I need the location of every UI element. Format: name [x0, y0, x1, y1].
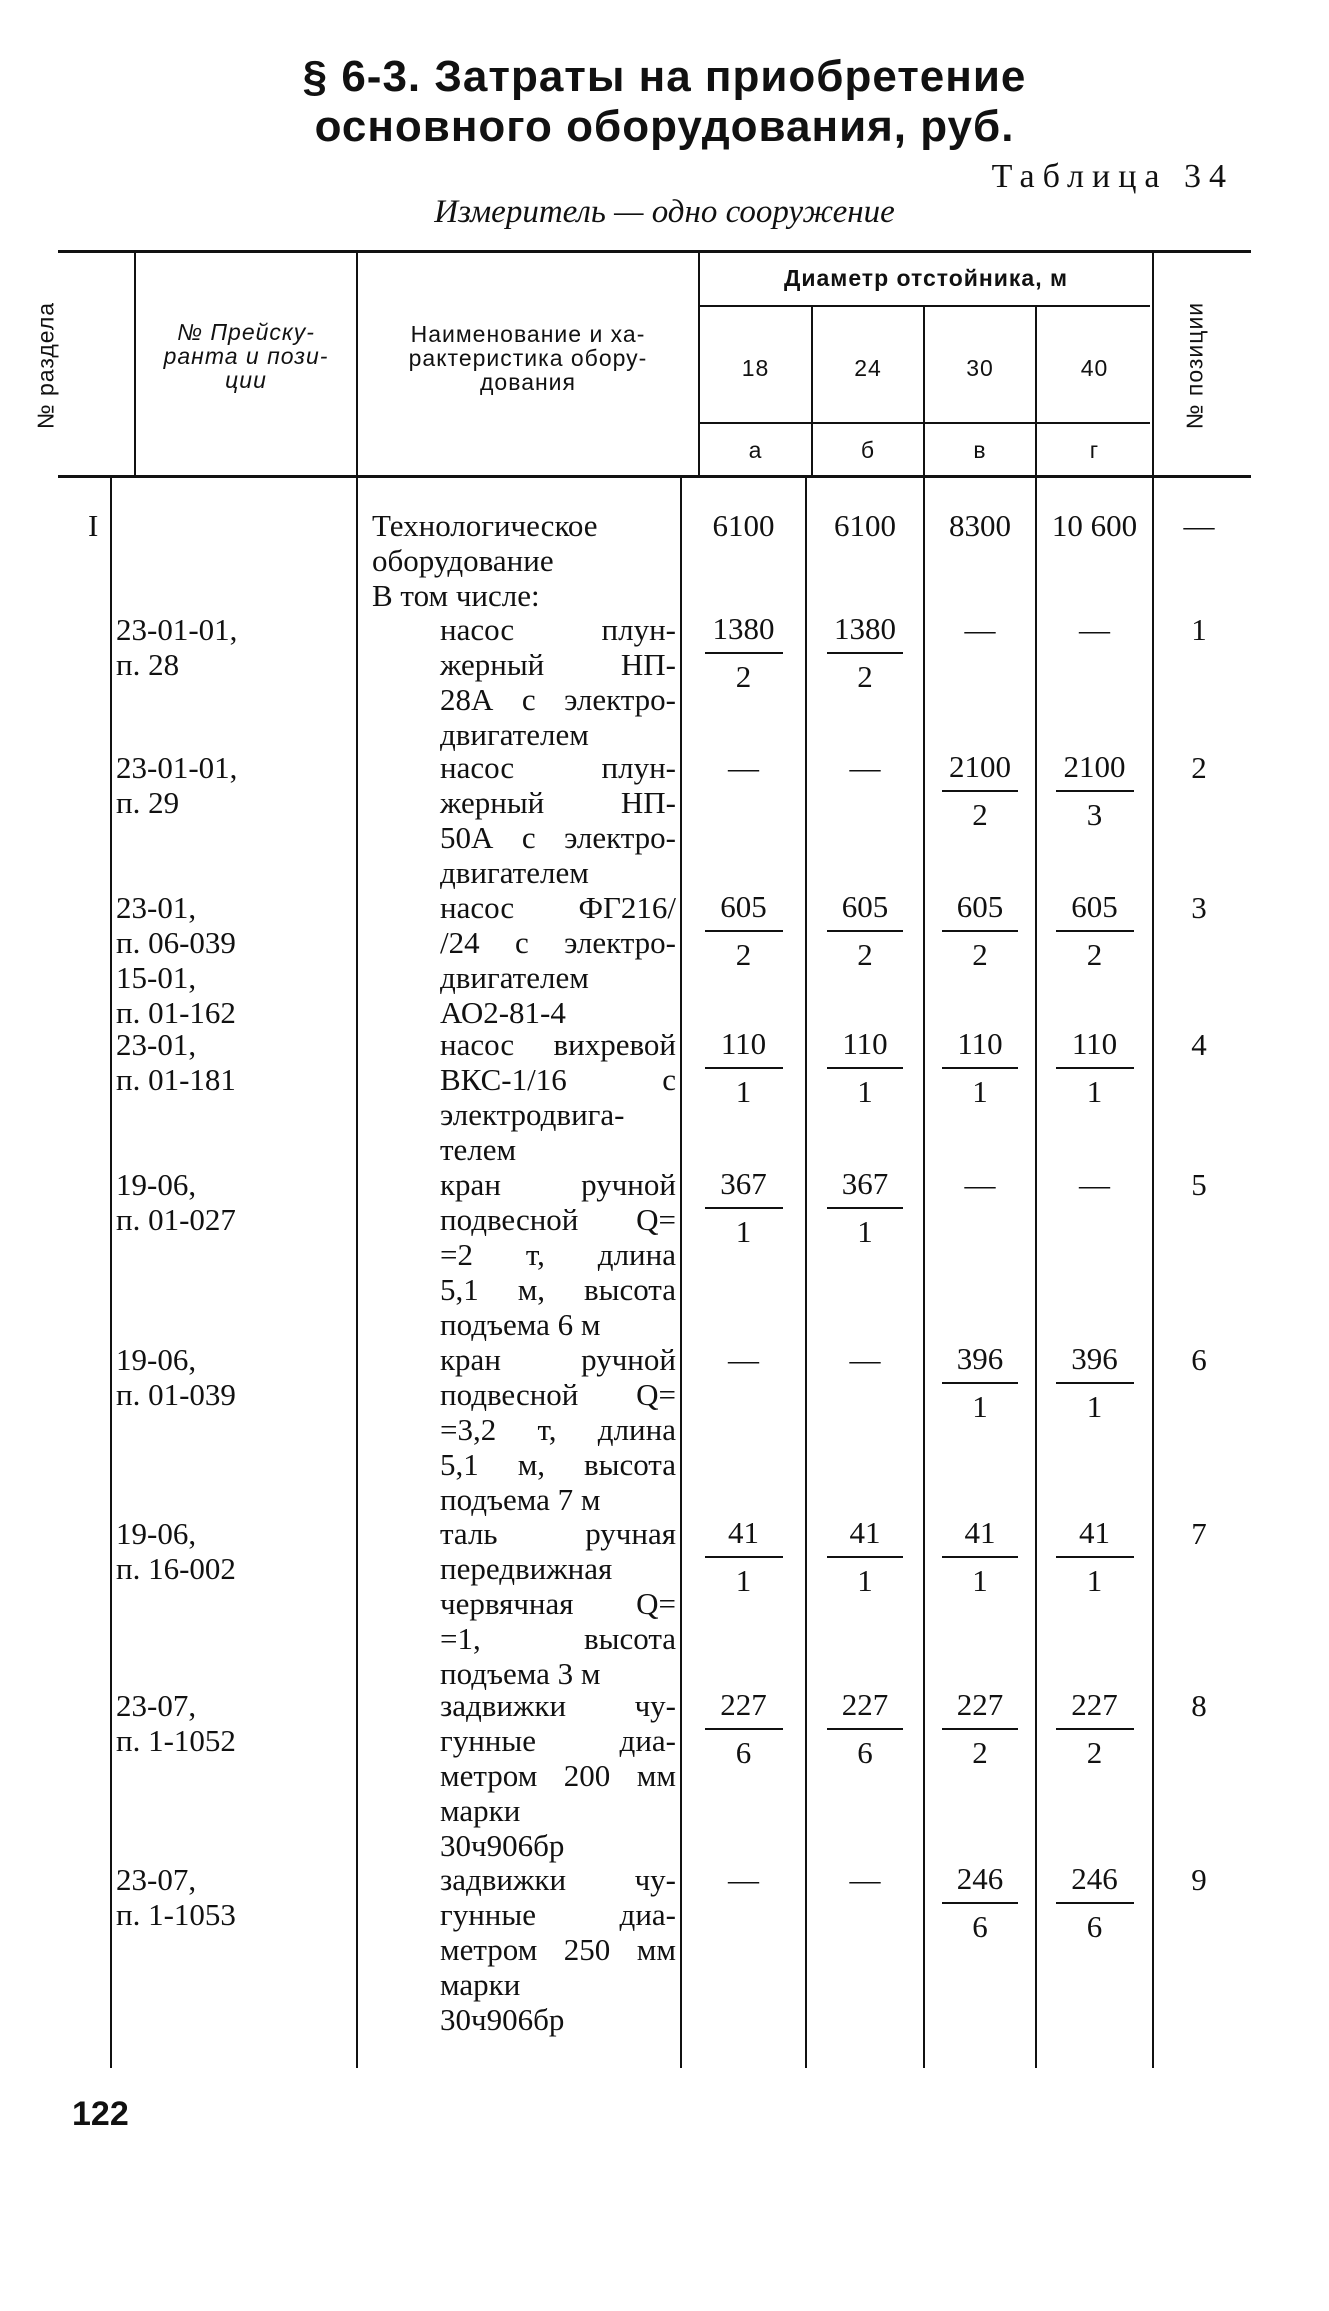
cost-value: 227	[841, 1687, 889, 1722]
position-number: 6	[1191, 1342, 1207, 1377]
item-description: червячная Q=	[440, 1586, 676, 1621]
pricelist-ref: п. 01-039	[116, 1377, 236, 1412]
fraction-bar	[705, 1207, 783, 1209]
col-rule	[1152, 252, 1154, 475]
group-name: Технологическое оборудование В том числе:	[372, 508, 598, 613]
cost-value: 110	[1071, 1026, 1118, 1061]
pricelist-ref: п. 29	[116, 785, 180, 820]
fraction-bar	[1056, 790, 1134, 792]
cost-dash-a: —	[728, 1862, 759, 1897]
fraction-bar	[705, 930, 783, 932]
pricelist-ref: 15-01,	[116, 960, 197, 995]
cost-dash-b: —	[849, 1342, 881, 1377]
col-rule	[805, 478, 807, 2068]
cost-value: 396	[956, 1341, 1004, 1376]
quantity-value: 6	[1086, 1909, 1103, 1944]
position-number: 1	[1191, 612, 1207, 647]
cost-value: 41	[1079, 1515, 1110, 1550]
item-description: подъема 7 м	[440, 1482, 601, 1517]
item-description: жерный НП-	[440, 647, 676, 682]
quantity-value: 2	[1086, 937, 1103, 972]
header-letter-a: а	[748, 437, 763, 463]
cost-value: 41	[728, 1515, 759, 1550]
item-description: двигателем	[440, 717, 589, 752]
cost-value: 110	[720, 1026, 767, 1061]
item-description: кран ручной	[440, 1342, 676, 1377]
item-description: насос вихревой	[440, 1027, 676, 1062]
item-description: передвижная	[440, 1551, 613, 1586]
quantity-value: 2	[735, 937, 752, 972]
quantity-value: 2	[735, 659, 752, 694]
pricelist-ref: п. 28	[116, 647, 180, 682]
item-description: АО2-81-4	[440, 995, 566, 1030]
group-value-g: 10 600	[1051, 508, 1138, 543]
table-top-rule	[58, 250, 1251, 253]
pricelist-ref: 19-06,	[116, 1342, 197, 1377]
header-bottom-rule	[58, 475, 1251, 478]
fraction-bar	[827, 1067, 903, 1069]
fraction-bar	[1056, 1382, 1134, 1384]
cost-value: 2100	[1063, 749, 1126, 784]
quantity-value: 1	[735, 1074, 752, 1109]
group-value-b: 6100	[834, 508, 896, 543]
item-description: насос ФГ216/	[440, 890, 676, 925]
quantity-value: 1	[1086, 1074, 1103, 1109]
pricelist-ref: п. 16-002	[116, 1551, 236, 1586]
col-rule	[110, 478, 112, 2068]
letters-rule	[700, 422, 1150, 424]
item-description: подвесной Q=	[440, 1202, 676, 1237]
item-description: =3,2 т, длина	[440, 1412, 676, 1447]
cost-dash-a: —	[728, 1342, 759, 1377]
item-description: кран ручной	[440, 1167, 676, 1202]
header-letter-b: б	[860, 437, 876, 463]
cost-dash-b: —	[849, 750, 881, 785]
header-pricelist: № Прейску- ранта и пози- ции	[163, 319, 329, 393]
item-description: подъема 3 м	[440, 1656, 601, 1691]
header-diameter-24: 24	[854, 355, 882, 381]
cost-value: 605	[720, 889, 767, 924]
cost-dash-g: —	[1079, 1167, 1110, 1202]
item-description: гунные диа-	[440, 1897, 676, 1932]
item-description: =1, высота	[440, 1621, 676, 1656]
quantity-value: 1	[857, 1074, 873, 1109]
group-position: —	[1183, 508, 1215, 543]
cost-value: 227	[720, 1687, 767, 1722]
quantity-value: 1	[972, 1389, 988, 1424]
fraction-bar	[1056, 930, 1134, 932]
quantity-value: 2	[972, 1735, 988, 1770]
fraction-bar	[827, 1728, 903, 1730]
fraction-bar	[942, 930, 1018, 932]
fraction-bar	[942, 1556, 1018, 1558]
cost-value: 605	[1071, 889, 1118, 924]
item-description: таль ручная	[440, 1516, 676, 1551]
item-description: метром 250 мм	[440, 1932, 676, 1967]
col-rule	[923, 478, 925, 2068]
fraction-bar	[827, 930, 903, 932]
fraction-bar	[942, 790, 1018, 792]
group-value-a: 6100	[712, 508, 775, 543]
cost-value: 367	[720, 1166, 767, 1201]
fraction-bar	[942, 1067, 1018, 1069]
quantity-value: 2	[972, 937, 988, 972]
pricelist-ref: 23-07,	[116, 1862, 197, 1897]
header-diameter-30: 30	[966, 355, 994, 381]
pricelist-ref: п. 01-162	[116, 995, 236, 1030]
cost-dash-b: —	[849, 1862, 881, 1897]
fraction-bar	[942, 1728, 1018, 1730]
fraction-bar	[1056, 1902, 1134, 1904]
cost-dash-g: —	[1079, 612, 1110, 647]
quantity-value: 1	[857, 1563, 873, 1598]
cost-value: 227	[1071, 1687, 1118, 1722]
quantity-value: 6	[735, 1735, 752, 1770]
quantity-value: 1	[735, 1563, 752, 1598]
fraction-bar	[827, 1556, 903, 1558]
col-rule	[680, 478, 682, 2068]
quantity-value: 1	[857, 1214, 873, 1249]
item-description: двигателем	[440, 960, 589, 995]
quantity-value: 1	[972, 1563, 988, 1598]
measure-caption: Измеритель — одно сооружение	[434, 194, 895, 230]
page-title: § 6-3. Затраты на приобретение	[302, 52, 1027, 101]
cost-dash-v: —	[964, 1167, 996, 1202]
pricelist-ref: 23-01,	[116, 890, 197, 925]
cost-value: 605	[841, 889, 889, 924]
quantity-value: 3	[1086, 797, 1103, 832]
cost-value: 2100	[949, 749, 1011, 784]
cost-dash-a: —	[728, 750, 759, 785]
item-description: жерный НП-	[440, 785, 676, 820]
fraction-bar	[942, 1902, 1018, 1904]
cost-value: 227	[956, 1687, 1004, 1722]
item-description: марки	[440, 1793, 521, 1828]
pricelist-ref: п. 06-039	[116, 925, 236, 960]
quantity-value: 1	[1086, 1389, 1103, 1424]
fraction-bar	[705, 1728, 783, 1730]
pricelist-ref: 23-01-01,	[116, 612, 238, 647]
header-letter-v: в	[973, 437, 987, 463]
item-description: 28А с электро-	[440, 682, 676, 717]
col-rule	[134, 252, 136, 475]
item-description: задвижки чу-	[440, 1862, 676, 1897]
quantity-value: 1	[972, 1074, 988, 1109]
item-description: ВКС-1/16 с	[440, 1062, 676, 1097]
pricelist-ref: п. 1-1053	[116, 1897, 236, 1932]
col-rule	[356, 252, 358, 475]
cost-value: 605	[956, 889, 1004, 924]
item-description: насос плун-	[440, 612, 676, 647]
cost-value: 110	[842, 1026, 888, 1061]
position-number: 5	[1191, 1167, 1207, 1202]
item-description: электродвига-	[440, 1097, 625, 1132]
item-description: задвижки чу-	[440, 1688, 676, 1723]
header-letter-g: г	[1089, 437, 1100, 463]
item-description: марки	[440, 1967, 521, 2002]
pricelist-ref: 23-01-01,	[116, 750, 238, 785]
cost-value: 41	[964, 1515, 996, 1550]
pricelist-ref: п. 01-027	[116, 1202, 236, 1237]
item-description: 50А с электро-	[440, 820, 676, 855]
diameter-rule	[700, 305, 1150, 307]
item-description: насос плун-	[440, 750, 676, 785]
position-number: 4	[1191, 1027, 1207, 1062]
fraction-bar	[705, 1067, 783, 1069]
header-position: № позиции	[1181, 301, 1208, 430]
pricelist-ref: 23-01,	[116, 1027, 197, 1062]
fraction-bar	[1056, 1556, 1134, 1558]
item-description: 5,1 м, высота	[440, 1272, 676, 1307]
item-description: телем	[440, 1132, 517, 1167]
header-diameter-40: 40	[1080, 355, 1109, 381]
header-diameter: Диаметр отстойника, м	[783, 265, 1069, 291]
fraction-bar	[827, 1207, 903, 1209]
item-description: двигателем	[440, 855, 589, 890]
header-diameter-18: 18	[741, 355, 770, 381]
page-number: 122	[72, 2095, 129, 2133]
section-number: I	[88, 508, 99, 543]
fraction-bar	[1056, 1728, 1134, 1730]
quantity-value: 2	[857, 659, 873, 694]
position-number: 7	[1191, 1516, 1207, 1551]
cost-value: 41	[849, 1515, 881, 1550]
pricelist-ref: 19-06,	[116, 1167, 197, 1202]
cost-value: 1380	[834, 611, 896, 646]
pricelist-ref: п. 01-181	[116, 1062, 236, 1097]
item-description: подъема 6 м	[440, 1307, 601, 1342]
quantity-value: 6	[972, 1909, 988, 1944]
cost-value: 367	[841, 1166, 889, 1201]
cost-dash-v: —	[964, 612, 996, 647]
fraction-bar	[1056, 1067, 1134, 1069]
cost-value: 396	[1071, 1341, 1118, 1376]
item-description: метром 200 мм	[440, 1758, 676, 1793]
quantity-value: 2	[1086, 1735, 1103, 1770]
cost-value: 246	[1071, 1861, 1118, 1896]
item-description: гунные диа-	[440, 1723, 676, 1758]
pricelist-ref: 19-06,	[116, 1516, 197, 1551]
position-number: 2	[1191, 750, 1207, 785]
quantity-value: 6	[857, 1735, 873, 1770]
item-description: =2 т, длина	[440, 1237, 676, 1272]
fraction-bar	[705, 652, 783, 654]
cost-value: 110	[957, 1026, 1003, 1061]
quantity-value: 1	[1086, 1563, 1103, 1598]
item-description: 30ч906бр	[440, 2002, 565, 2037]
page-subtitle: основного оборудования, руб.	[314, 102, 1015, 151]
header-section: № раздела	[32, 301, 59, 430]
header-name: Наименование и ха- рактеристика обору- дования	[408, 321, 648, 395]
quantity-value: 2	[972, 797, 988, 832]
item-description: 5,1 м, высота	[440, 1447, 676, 1482]
cost-value: 246	[956, 1861, 1004, 1896]
col-rule	[356, 478, 358, 2068]
position-number: 3	[1191, 890, 1207, 925]
pricelist-ref: п. 1-1052	[116, 1723, 236, 1758]
group-value-v: 8300	[949, 508, 1011, 543]
item-description: 30ч906бр	[440, 1828, 565, 1863]
col-rule	[1035, 478, 1037, 2068]
quantity-value: 1	[735, 1214, 752, 1249]
item-description: /24 с электро-	[440, 925, 676, 960]
fraction-bar	[942, 1382, 1018, 1384]
pricelist-ref: 23-07,	[116, 1688, 197, 1723]
cost-value: 1380	[712, 611, 775, 646]
quantity-value: 2	[857, 937, 873, 972]
col-rule	[1152, 478, 1154, 2068]
position-number: 8	[1191, 1688, 1207, 1723]
item-description: подвесной Q=	[440, 1377, 676, 1412]
table-label: Таблица 34	[991, 158, 1234, 195]
position-number: 9	[1191, 1862, 1207, 1897]
fraction-bar	[705, 1556, 783, 1558]
fraction-bar	[827, 652, 903, 654]
